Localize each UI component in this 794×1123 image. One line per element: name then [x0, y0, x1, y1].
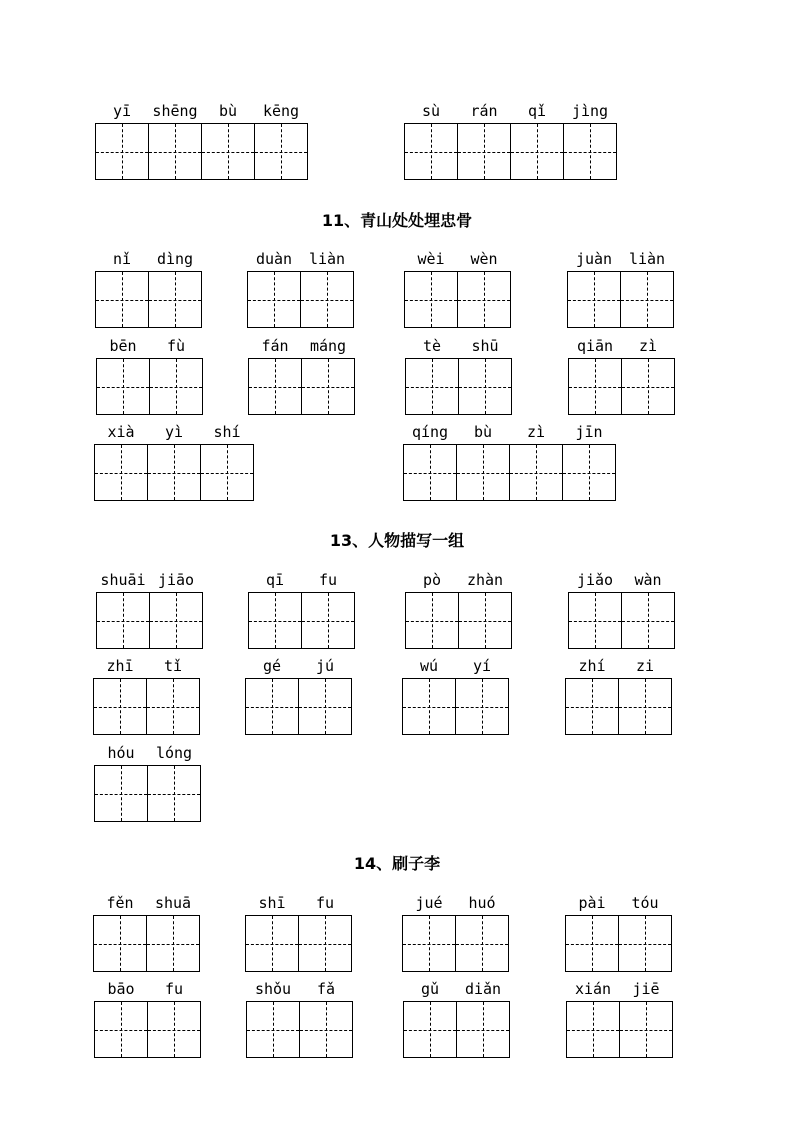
pinyin-syllable: zhī: [106, 657, 134, 675]
word-group: [247, 249, 353, 328]
character-writing-box[interactable]: [301, 358, 355, 415]
character-writing-box[interactable]: [510, 123, 564, 180]
character-writing-box[interactable]: [247, 271, 301, 328]
writing-boxes: [402, 915, 508, 972]
pinyin-row: [248, 570, 354, 592]
word-group: [402, 656, 508, 735]
pinyin-syllable: qǐ: [527, 102, 547, 120]
pinyin-row: [402, 893, 508, 915]
character-writing-box[interactable]: [455, 678, 509, 735]
pinyin-row: [245, 893, 351, 915]
pinyin-syllable: wàn: [634, 571, 662, 589]
pinyin-syllable: yì: [164, 423, 184, 441]
character-writing-box[interactable]: [146, 915, 200, 972]
character-writing-box[interactable]: [566, 1001, 620, 1058]
word-group: [248, 336, 354, 415]
pinyin-syllable: jiǎo: [576, 571, 614, 589]
word-group: [94, 743, 200, 822]
writing-boxes: [248, 358, 354, 415]
writing-boxes: [245, 678, 351, 735]
pinyin-syllable: duàn: [255, 250, 293, 268]
pinyin-syllable: pài: [578, 894, 606, 912]
writing-boxes: [245, 915, 351, 972]
writing-boxes: [96, 358, 202, 415]
pinyin-syllable: kēng: [262, 102, 300, 120]
pinyin-syllable: qiān: [576, 337, 614, 355]
pinyin-syllable: xià: [107, 423, 135, 441]
character-writing-box[interactable]: [95, 123, 149, 180]
character-writing-box[interactable]: [618, 678, 672, 735]
pinyin-row: [568, 336, 674, 358]
character-writing-box[interactable]: [200, 444, 254, 501]
character-writing-box[interactable]: [458, 592, 512, 649]
word-group: [403, 422, 615, 501]
writing-boxes: [404, 271, 510, 328]
pinyin-syllable: zì: [638, 337, 658, 355]
pinyin-syllable: fěn: [106, 894, 134, 912]
pinyin-row: [404, 101, 616, 123]
pinyin-row: [404, 249, 510, 271]
character-writing-box[interactable]: [568, 358, 622, 415]
character-writing-box[interactable]: [93, 678, 147, 735]
pinyin-row: [246, 979, 352, 1001]
pinyin-syllable: hóu: [107, 744, 135, 762]
word-group: [403, 979, 509, 1058]
pinyin-row: [245, 656, 351, 678]
pinyin-row: [95, 101, 307, 123]
pinyin-syllable: xián: [574, 980, 612, 998]
character-writing-box[interactable]: [301, 592, 355, 649]
pinyin-row: [402, 656, 508, 678]
pinyin-syllable: dìng: [156, 250, 194, 268]
pinyin-syllable: pò: [422, 571, 442, 589]
pinyin-row: [565, 656, 671, 678]
pinyin-syllable: fù: [166, 337, 186, 355]
pinyin-row: [96, 570, 202, 592]
word-group: [246, 979, 352, 1058]
pinyin-syllable: wú: [419, 657, 439, 675]
pinyin-syllable: gé: [262, 657, 282, 675]
pinyin-row: [565, 893, 671, 915]
character-writing-box[interactable]: [402, 915, 456, 972]
writing-boxes: [404, 123, 616, 180]
pinyin-syllable: lóng: [155, 744, 193, 762]
character-writing-box[interactable]: [246, 1001, 300, 1058]
character-writing-box[interactable]: [509, 444, 563, 501]
writing-boxes: [95, 271, 201, 328]
pinyin-syllable: liàn: [308, 250, 346, 268]
character-writing-box[interactable]: [403, 444, 457, 501]
pinyin-syllable: bāo: [107, 980, 135, 998]
word-group: [245, 893, 351, 972]
pinyin-syllable: juàn: [575, 250, 613, 268]
character-writing-box[interactable]: [565, 678, 619, 735]
character-writing-box[interactable]: [147, 765, 201, 822]
pinyin-syllable: zì: [526, 423, 546, 441]
pinyin-syllable: fǎ: [316, 980, 336, 998]
pinyin-syllable: jué: [415, 894, 443, 912]
character-writing-box[interactable]: [94, 1001, 148, 1058]
pinyin-syllable: huó: [468, 894, 496, 912]
pinyin-syllable: sù: [421, 102, 441, 120]
character-writing-box[interactable]: [403, 1001, 457, 1058]
word-group: [566, 979, 672, 1058]
writing-boxes: [94, 1001, 200, 1058]
character-writing-box[interactable]: [148, 271, 202, 328]
writing-boxes: [405, 592, 511, 649]
word-group: [93, 656, 199, 735]
writing-boxes: [96, 592, 202, 649]
character-writing-box[interactable]: [147, 444, 201, 501]
character-writing-box[interactable]: [299, 1001, 353, 1058]
character-writing-box[interactable]: [621, 592, 675, 649]
pinyin-syllable: shuāi: [100, 571, 146, 589]
pinyin-syllable: shǒu: [254, 980, 292, 998]
writing-boxes: [93, 678, 199, 735]
pinyin-syllable: liàn: [628, 250, 666, 268]
character-writing-box[interactable]: [620, 271, 674, 328]
word-group: [404, 101, 616, 180]
character-writing-box[interactable]: [245, 678, 299, 735]
pinyin-syllable: nǐ: [112, 250, 132, 268]
pinyin-syllable: yí: [472, 657, 492, 675]
character-writing-box[interactable]: [95, 271, 149, 328]
character-writing-box[interactable]: [147, 1001, 201, 1058]
pinyin-row: [566, 979, 672, 1001]
pinyin-syllable: zhí: [578, 657, 606, 675]
pinyin-syllable: tè: [422, 337, 442, 355]
pinyin-syllable: fu: [315, 894, 335, 912]
word-group: [96, 570, 202, 649]
writing-boxes: [403, 1001, 509, 1058]
pinyin-syllable: jiē: [632, 980, 660, 998]
word-group: [95, 249, 201, 328]
word-group: [568, 336, 674, 415]
writing-boxes: [405, 358, 511, 415]
pinyin-row: [567, 249, 673, 271]
character-writing-box[interactable]: [405, 592, 459, 649]
character-writing-box[interactable]: [96, 592, 150, 649]
pinyin-row: [403, 979, 509, 1001]
character-writing-box[interactable]: [298, 915, 352, 972]
section-title-14: 14、刷子李: [353, 854, 441, 873]
writing-boxes: [568, 592, 674, 649]
writing-boxes: [246, 1001, 352, 1058]
word-group: [565, 893, 671, 972]
pinyin-row: [248, 336, 354, 358]
pinyin-syllable: fu: [318, 571, 338, 589]
character-writing-box[interactable]: [618, 915, 672, 972]
pinyin-syllable: tóu: [631, 894, 659, 912]
character-writing-box[interactable]: [146, 678, 200, 735]
pinyin-row: [95, 249, 201, 271]
character-writing-box[interactable]: [149, 592, 203, 649]
character-writing-box[interactable]: [456, 444, 510, 501]
pinyin-syllable: jīn: [575, 423, 603, 441]
writing-boxes: [402, 678, 508, 735]
pinyin-syllable: rán: [470, 102, 498, 120]
character-writing-box[interactable]: [405, 358, 459, 415]
pinyin-syllable: bù: [473, 423, 493, 441]
writing-boxes: [567, 271, 673, 328]
pinyin-row: [93, 893, 199, 915]
pinyin-syllable: shí: [213, 423, 241, 441]
pinyin-syllable: shuā: [154, 894, 192, 912]
pinyin-syllable: shēng: [152, 102, 198, 120]
pinyin-syllable: bù: [218, 102, 238, 120]
writing-boxes: [565, 678, 671, 735]
word-group: [565, 656, 671, 735]
pinyin-syllable: bēn: [109, 337, 137, 355]
pinyin-syllable: shī: [258, 894, 286, 912]
character-writing-box[interactable]: [457, 123, 511, 180]
pinyin-syllable: shū: [471, 337, 499, 355]
writing-boxes: [403, 444, 615, 501]
character-writing-box[interactable]: [455, 915, 509, 972]
pinyin-syllable: qī: [265, 571, 285, 589]
character-writing-box[interactable]: [248, 592, 302, 649]
pinyin-syllable: jìng: [571, 102, 609, 120]
word-group: [93, 893, 199, 972]
word-group: [95, 101, 307, 180]
pinyin-row: [94, 979, 200, 1001]
writing-boxes: [566, 1001, 672, 1058]
word-group: [96, 336, 202, 415]
pinyin-row: [403, 422, 615, 444]
character-writing-box[interactable]: [404, 123, 458, 180]
writing-boxes: [248, 592, 354, 649]
character-writing-box[interactable]: [93, 915, 147, 972]
pinyin-syllable: wèi: [417, 250, 445, 268]
character-writing-box[interactable]: [96, 358, 150, 415]
character-writing-box[interactable]: [456, 1001, 510, 1058]
pinyin-row: [405, 336, 511, 358]
writing-boxes: [95, 123, 307, 180]
word-group: [402, 893, 508, 972]
character-writing-box[interactable]: [621, 358, 675, 415]
writing-boxes: [565, 915, 671, 972]
character-writing-box[interactable]: [457, 271, 511, 328]
character-writing-box[interactable]: [149, 358, 203, 415]
pinyin-syllable: gǔ: [420, 980, 440, 998]
writing-boxes: [93, 915, 199, 972]
pinyin-syllable: fán: [261, 337, 289, 355]
word-group: [94, 422, 253, 501]
pinyin-syllable: diǎn: [464, 980, 502, 998]
word-group: [567, 249, 673, 328]
pinyin-syllable: máng: [309, 337, 347, 355]
character-writing-box[interactable]: [201, 123, 255, 180]
word-group: [405, 570, 511, 649]
pinyin-row: [94, 422, 253, 444]
writing-boxes: [247, 271, 353, 328]
pinyin-row: [247, 249, 353, 271]
pinyin-row: [94, 743, 200, 765]
pinyin-syllable: tǐ: [163, 657, 183, 675]
word-group: [248, 570, 354, 649]
character-writing-box[interactable]: [563, 123, 617, 180]
character-writing-box[interactable]: [245, 915, 299, 972]
character-writing-box[interactable]: [619, 1001, 673, 1058]
character-writing-box[interactable]: [567, 271, 621, 328]
pinyin-syllable: zi: [635, 657, 655, 675]
character-writing-box[interactable]: [565, 915, 619, 972]
character-writing-box[interactable]: [568, 592, 622, 649]
pinyin-syllable: zhàn: [466, 571, 504, 589]
writing-boxes: [568, 358, 674, 415]
section-title-11: 11、青山处处埋忠骨: [321, 211, 473, 230]
word-group: [404, 249, 510, 328]
character-writing-box[interactable]: [298, 678, 352, 735]
pinyin-row: [405, 570, 511, 592]
character-writing-box[interactable]: [254, 123, 308, 180]
writing-boxes: [94, 444, 253, 501]
character-writing-box[interactable]: [148, 123, 202, 180]
character-writing-box[interactable]: [248, 358, 302, 415]
pinyin-syllable: yī: [112, 102, 132, 120]
pinyin-syllable: jiāo: [157, 571, 195, 589]
character-writing-box[interactable]: [300, 271, 354, 328]
writing-boxes: [94, 765, 200, 822]
word-group: [568, 570, 674, 649]
pinyin-row: [96, 336, 202, 358]
character-writing-box[interactable]: [94, 765, 148, 822]
pinyin-syllable: fu: [164, 980, 184, 998]
character-writing-box[interactable]: [94, 444, 148, 501]
word-group: [245, 656, 351, 735]
pinyin-syllable: jú: [315, 657, 335, 675]
word-group: [94, 979, 200, 1058]
character-writing-box[interactable]: [562, 444, 616, 501]
section-title-13: 13、人物描写一组: [329, 531, 465, 550]
pinyin-syllable: qíng: [411, 423, 449, 441]
word-group: [405, 336, 511, 415]
character-writing-box[interactable]: [458, 358, 512, 415]
character-writing-box[interactable]: [402, 678, 456, 735]
pinyin-row: [568, 570, 674, 592]
pinyin-row: [93, 656, 199, 678]
pinyin-syllable: wèn: [470, 250, 498, 268]
character-writing-box[interactable]: [404, 271, 458, 328]
